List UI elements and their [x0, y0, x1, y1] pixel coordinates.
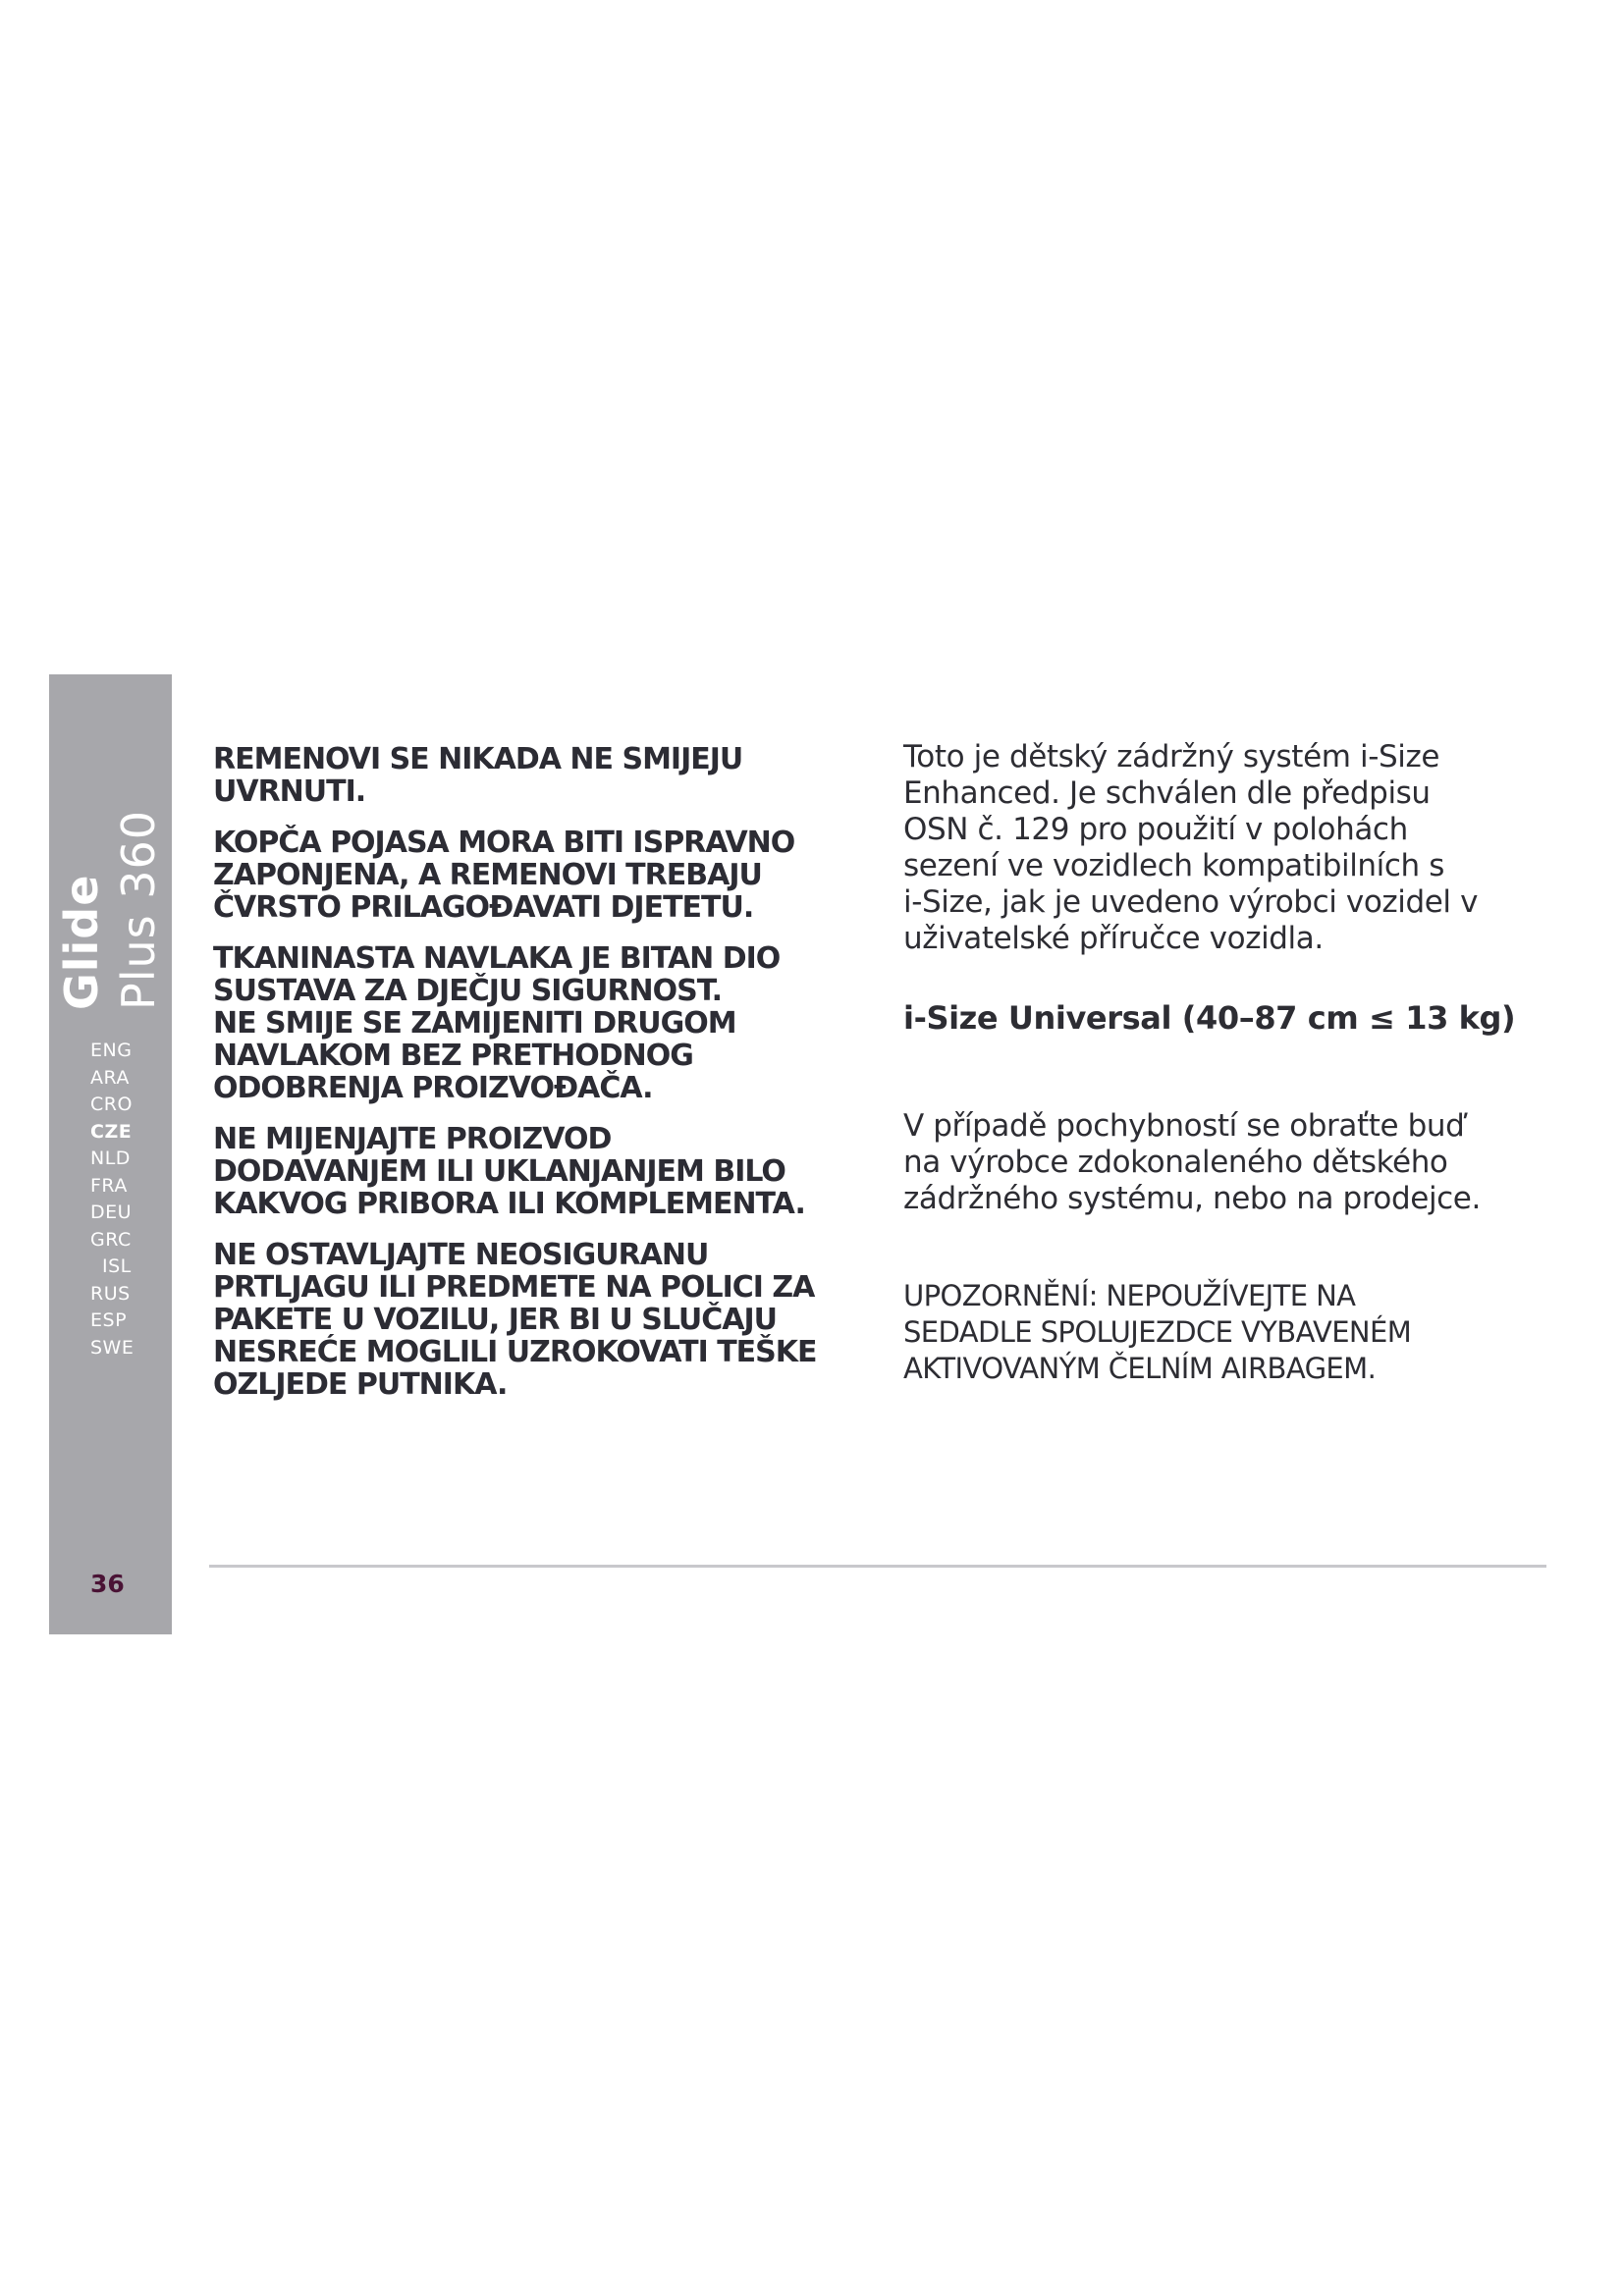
doubt-paragraph — [903, 1108, 1551, 1217]
airbag-warning-paragraph — [903, 1278, 1551, 1387]
footer-divider — [209, 1565, 1546, 1568]
warning-line: TKANINASTA NAVLAKA JE BITAN DIO — [213, 941, 781, 976]
warning-block-cover — [213, 942, 841, 1104]
left-column-warnings — [213, 743, 841, 1419]
warning-line: ZAPONJENA, A REMENOVI TREBAJU — [213, 858, 762, 892]
text-line: SEDADLE SPOLUJEZDCE VYBAVENÉM — [903, 1315, 1412, 1349]
text-line: OSN č. 129 pro použití v polohách — [903, 812, 1408, 847]
warning-line: NE MIJENJAJTE PROIZVOD — [213, 1122, 612, 1156]
language-item-esp[interactable]: ESP — [90, 1309, 128, 1331]
product-title — [53, 810, 167, 1010]
warning-line: KOPČA POJASA MORA BITI ISPRAVNO — [213, 826, 795, 860]
language-item-ara[interactable]: ARA — [90, 1066, 130, 1089]
warning-block-modify — [213, 1123, 841, 1220]
text-line: sezení ve vozidlech kompatibilních s — [903, 848, 1444, 883]
warning-line: PAKETE U VOZILU, JER BI U SLUČAJU — [213, 1303, 778, 1337]
page-number: 36 — [90, 1570, 125, 1598]
language-item-swe[interactable]: SWE — [90, 1336, 135, 1359]
text-line: uživatelské příručce vozidla. — [903, 921, 1324, 956]
universal-heading: i-Size Universal (40–87 cm ≤ 13 kg) — [903, 999, 1516, 1037]
warning-line: DODAVANJEM ILI UKLANJANJEM BILO — [213, 1154, 785, 1189]
warning-line: REMENOVI SE NIKADA NE SMIJEJU — [213, 742, 743, 776]
text-line: Toto je dětský zádržný systém i-Size — [903, 739, 1440, 774]
warning-line: UVRNUTI. — [213, 774, 366, 809]
right-column-description — [903, 739, 1551, 1387]
language-item-nld[interactable]: NLD — [90, 1148, 131, 1169]
text-line: UPOZORNĚNÍ: NEPOUŽÍVEJTE NA — [903, 1279, 1356, 1312]
warning-block-buckle — [213, 827, 841, 924]
sidebar — [49, 674, 172, 1634]
text-line: V případě pochybností se obraťte buď — [903, 1108, 1465, 1144]
language-item-isl[interactable]: ISL — [102, 1255, 132, 1277]
warning-line: NAVLAKOM BEZ PRETHODNOG — [213, 1039, 693, 1073]
text-line: na výrobce zdokonaleného dětského — [903, 1145, 1448, 1180]
warning-line: KAKVOG PRIBORA ILI KOMPLEMENTA. — [213, 1187, 805, 1221]
warning-line: PRTLJAGU ILI PREDMETE NA POLICI ZA — [213, 1270, 815, 1305]
language-item-fra[interactable]: FRA — [90, 1174, 128, 1197]
warning-line: OZLJEDE PUTNIKA. — [213, 1367, 508, 1402]
text-line: i-Size, jak je uvedeno výrobci vozidel v — [903, 884, 1479, 920]
text-line: AKTIVOVANÝM ČELNÍM AIRBAGEM. — [903, 1352, 1377, 1385]
warning-block-straps — [213, 743, 841, 808]
text-line: zádržného systému, nebo na prodejce. — [903, 1181, 1481, 1216]
language-item-cro[interactable]: CRO — [90, 1094, 133, 1115]
warning-line: NESREĆE MOGLILI UZROKOVATI TEŠKE — [213, 1335, 817, 1369]
language-item-eng[interactable]: ENG — [90, 1040, 133, 1061]
warning-line: ODOBRENJA PROIZVOĐAČA. — [213, 1071, 653, 1105]
product-title-line2: Plus 360 — [112, 809, 165, 1011]
intro-paragraph — [903, 739, 1551, 957]
product-title-line1: Glide — [55, 874, 108, 1011]
warning-line: NE SMIJE SE ZAMIJENITI DRUGOM — [213, 1006, 736, 1041]
language-item-rus[interactable]: RUS — [90, 1282, 131, 1305]
warning-line: SUSTAVA ZA DJEČJU SIGURNOST. — [213, 974, 723, 1008]
language-item-cze[interactable]: CZE — [90, 1120, 133, 1143]
language-item-grc[interactable]: GRC — [90, 1228, 132, 1251]
warning-line: NE OSTAVLJAJTE NEOSIGURANU — [213, 1238, 709, 1272]
warning-line: ČVRSTO PRILAGOĐAVATI DJETETU. — [213, 890, 754, 925]
language-list — [90, 1038, 134, 1362]
text-line: Enhanced. Je schválen dle předpisu — [903, 775, 1431, 811]
warning-block-luggage — [213, 1239, 841, 1401]
language-item-deu[interactable]: DEU — [90, 1201, 133, 1223]
